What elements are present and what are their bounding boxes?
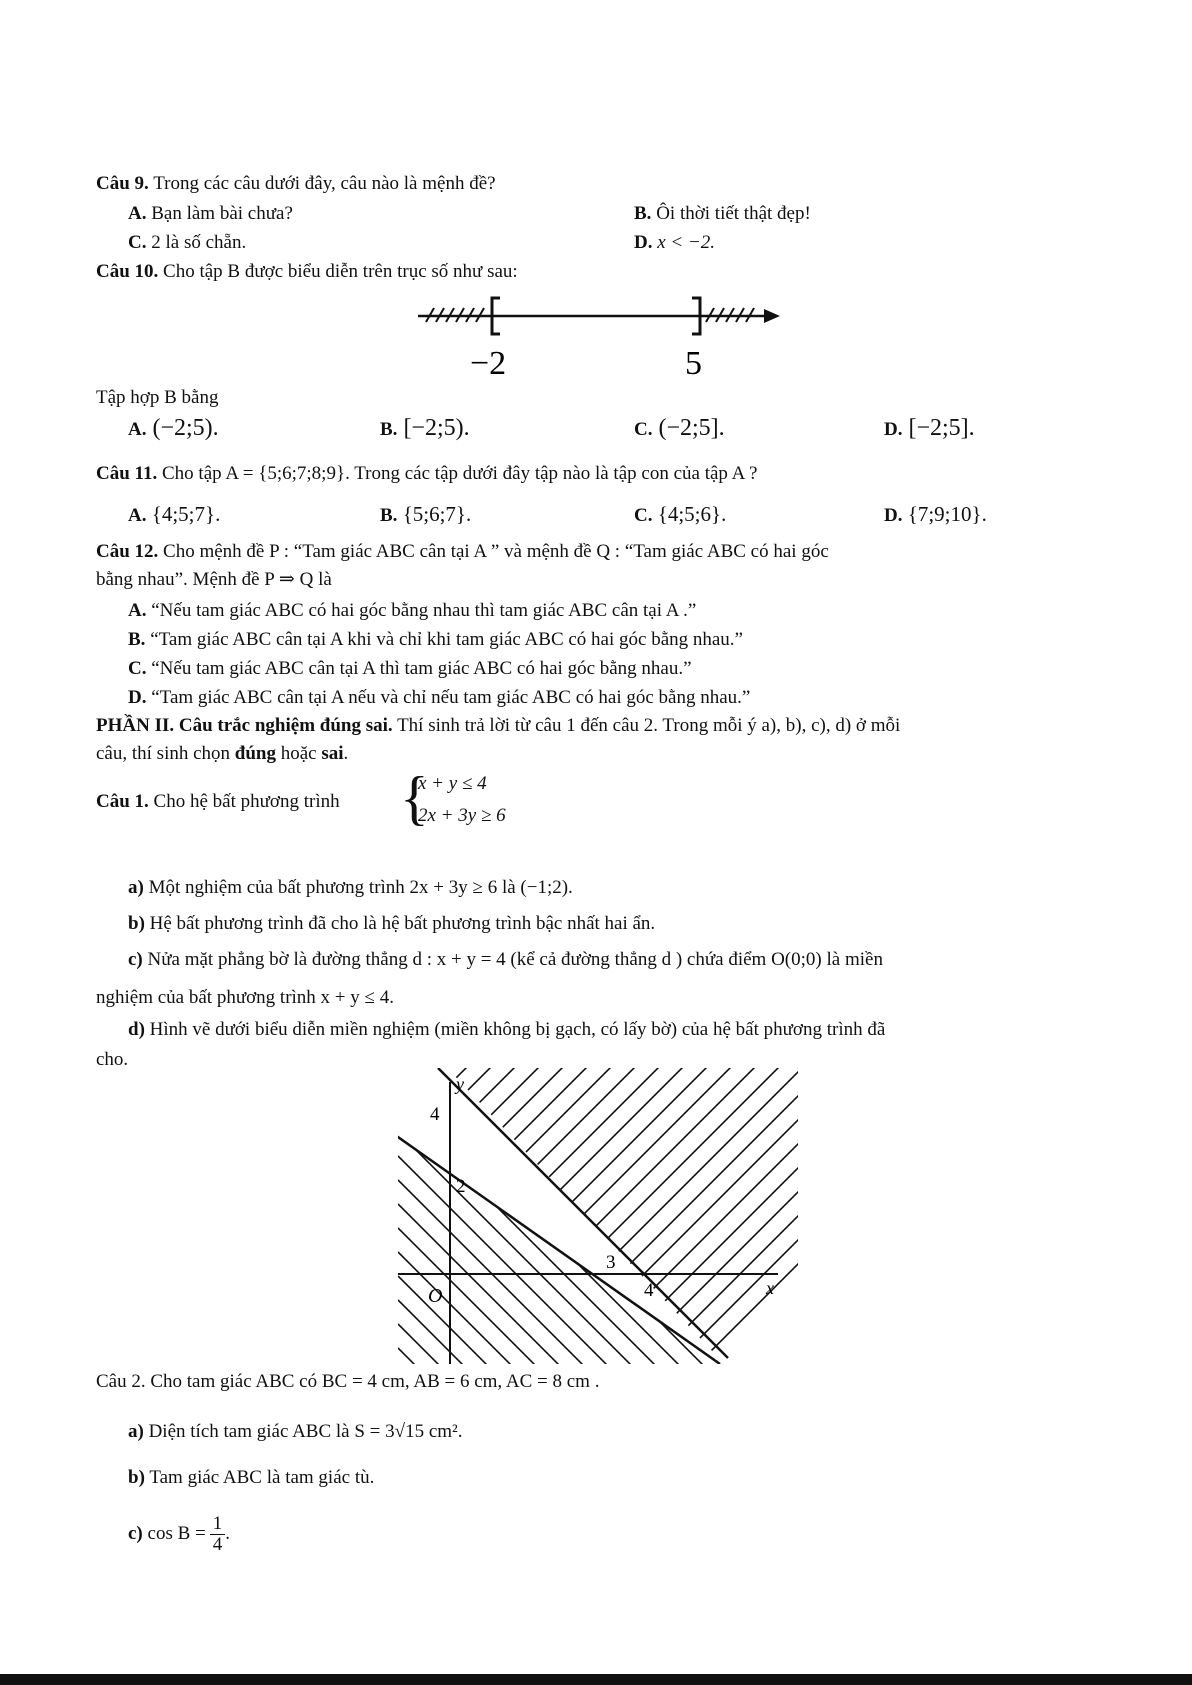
p2q1-d-key: d) bbox=[128, 1019, 145, 1040]
q11-stem: Cho tập A = {5;6;7;8;9}. Trong các tập dưới đây tập nào là tập con của tập A ? bbox=[162, 463, 758, 484]
graph-y2-label: 2 bbox=[456, 1176, 466, 1197]
graph-x4-label: 4 bbox=[644, 1280, 654, 1301]
q10-option-c[interactable] bbox=[634, 414, 725, 444]
q9-option-b[interactable] bbox=[634, 200, 811, 228]
q10-stem: Cho tập B được biểu diễn trên trục số như sau: bbox=[163, 261, 518, 282]
graph-origin-label: O bbox=[428, 1285, 443, 1307]
p2q2-label: Câu 2. bbox=[96, 1371, 146, 1392]
q11-option-b-text: {5;6;7}. bbox=[402, 502, 472, 526]
p2q2-item-a[interactable] bbox=[128, 1420, 463, 1444]
q11-stem-line bbox=[96, 462, 757, 486]
q9-stem-line bbox=[96, 172, 496, 196]
graph-y4-label: 4 bbox=[430, 1104, 440, 1125]
p2q1-b-key: b) bbox=[128, 913, 145, 934]
q10-option-d[interactable] bbox=[884, 414, 975, 444]
q10-stem-line bbox=[96, 260, 518, 284]
q11-option-a[interactable] bbox=[128, 500, 220, 530]
q9-option-a-key: A. bbox=[128, 203, 147, 224]
q12-option-a-key: A. bbox=[128, 600, 147, 621]
graph-x-label: x bbox=[766, 1278, 774, 1298]
q12-option-d-key: D. bbox=[128, 687, 147, 708]
q11-option-a-key: A. bbox=[128, 505, 147, 526]
p2q1-item-a[interactable] bbox=[128, 876, 573, 900]
axis-label-5: 5 bbox=[685, 345, 702, 382]
q9-option-a[interactable] bbox=[128, 200, 293, 228]
q12-label: Câu 12. bbox=[96, 541, 159, 562]
part2-instr-true: đúng bbox=[234, 743, 276, 764]
q10-option-b-key: B. bbox=[380, 419, 398, 440]
q9-option-b-text: Ôi thời tiết thật đẹp! bbox=[656, 203, 811, 224]
p2q1-stem-line bbox=[96, 790, 340, 814]
q11-option-a-text: {4;5;7}. bbox=[151, 502, 221, 526]
system-eq2: 2x + 3y ≥ 6 bbox=[418, 805, 506, 826]
p2q2-c-key: c) bbox=[128, 1523, 143, 1544]
q10-option-a[interactable] bbox=[128, 414, 219, 444]
fraction-denominator: 4 bbox=[212, 1534, 223, 1556]
p2q1-stem: Cho hệ bất phương trình bbox=[153, 791, 340, 812]
q12-option-b[interactable] bbox=[128, 626, 743, 654]
part2-instr-false: sai bbox=[321, 743, 344, 764]
part2-instructions-line1 bbox=[96, 714, 900, 738]
part2-heading: PHẦN II. Câu trắc nghiệm đúng sai. bbox=[96, 715, 393, 736]
q12-option-c[interactable] bbox=[128, 655, 692, 683]
q9-option-d-text: x < −2. bbox=[657, 232, 716, 253]
p2q2-item-b[interactable] bbox=[128, 1466, 374, 1490]
p2q2-stem: Cho tam giác ABC có BC = 4 cm, AB = 6 cm, AC = 8 cm . bbox=[150, 1371, 600, 1392]
q12-stem-1: Cho mệnh đề P : “Tam giác ABC cân tại A ” và mệnh đề Q : “Tam giác ABC có hai góc bbox=[163, 541, 829, 562]
p2q1-a-key: a) bbox=[128, 877, 144, 898]
q12-stem-line2: bằng nhau”. Mệnh đề P ⇒ Q là bbox=[96, 569, 332, 590]
graph-x3-label: 3 bbox=[606, 1252, 616, 1273]
solution-region-graph bbox=[398, 1068, 798, 1364]
q12-option-b-key: B. bbox=[128, 629, 146, 650]
q9-option-c-key: C. bbox=[128, 232, 147, 253]
p2q1-d-text: Hình vẽ dưới biểu diễn miền nghiệm (miền không bị gạch, có lấy bờ) của hệ bất phương trình đã bbox=[149, 1019, 886, 1040]
p2q1-item-c-cont: nghiệm của bất phương trình x + y ≤ 4. bbox=[96, 987, 394, 1008]
q9-option-c[interactable] bbox=[128, 229, 246, 257]
part2-instr-1: Thí sinh trả lời từ câu 1 đến câu 2. Trong mỗi ý a), b), c), d) ở mỗi bbox=[397, 715, 901, 736]
q12-stem-line1 bbox=[96, 540, 829, 564]
q9-option-c-text: 2 là số chẵn. bbox=[151, 232, 247, 253]
p2q2-stem-line bbox=[96, 1370, 599, 1394]
bottom-border bbox=[0, 1674, 1192, 1685]
p2q2-c-end: . bbox=[225, 1523, 230, 1544]
cosine-fraction bbox=[210, 1514, 226, 1555]
part2-instr-2a: câu, thí sinh chọn bbox=[96, 743, 235, 764]
p2q1-item-c[interactable] bbox=[128, 948, 883, 972]
q10-option-c-key: C. bbox=[634, 419, 653, 440]
graph-y-label: y bbox=[456, 1074, 464, 1094]
q12-option-d[interactable] bbox=[128, 684, 750, 712]
system-eq1: x + y ≤ 4 bbox=[418, 773, 487, 794]
q11-label: Câu 11. bbox=[96, 463, 158, 484]
p2q1-item-d[interactable] bbox=[128, 1018, 885, 1042]
q9-option-b-key: B. bbox=[634, 203, 652, 224]
number-line bbox=[400, 292, 800, 384]
fraction-numerator: 1 bbox=[210, 1514, 226, 1535]
system-brace: { bbox=[400, 765, 429, 831]
q12-option-a[interactable] bbox=[128, 597, 696, 625]
p2q2-item-c[interactable] bbox=[128, 1512, 230, 1556]
q10-label: Câu 10. bbox=[96, 261, 159, 282]
q12-option-d-text: “Tam giác ABC cân tại A nếu và chỉ nếu tam giác ABC có hai góc bằng nhau.” bbox=[151, 687, 751, 708]
q9-option-d-key: D. bbox=[634, 232, 653, 253]
q12-option-c-key: C. bbox=[128, 658, 147, 679]
q9-label: Câu 9. bbox=[96, 173, 149, 194]
q10-followup: Tập hợp B bằng bbox=[96, 387, 219, 408]
q12-option-a-text: “Nếu tam giác ABC có hai góc bằng nhau thì tam giác ABC cân tại A .” bbox=[151, 600, 697, 621]
q10-option-d-key: D. bbox=[884, 419, 903, 440]
p2q1-c-key: c) bbox=[128, 949, 143, 970]
q9-stem: Trong các câu dưới đây, câu nào là mệnh đề? bbox=[153, 173, 496, 194]
q12-option-c-text: “Nếu tam giác ABC cân tại A thì tam giác ABC có hai góc bằng nhau.” bbox=[151, 658, 692, 679]
q11-option-d-text: {7;9;10}. bbox=[907, 502, 987, 526]
q10-option-d-text: [−2;5]. bbox=[908, 415, 975, 441]
q11-option-b[interactable] bbox=[380, 500, 471, 530]
q10-option-a-text: (−2;5). bbox=[152, 415, 219, 441]
q11-option-b-key: B. bbox=[380, 505, 398, 526]
p2q1-label: Câu 1. bbox=[96, 791, 149, 812]
p2q1-item-d-cont: cho. bbox=[96, 1049, 129, 1070]
q12-option-b-text: “Tam giác ABC cân tại A khi và chỉ khi tam giác ABC có hai góc bằng nhau.” bbox=[150, 629, 743, 650]
p2q2-a-text: Diện tích tam giác ABC là S = 3√15 cm². bbox=[148, 1421, 463, 1442]
q9-option-d[interactable] bbox=[634, 229, 715, 257]
p2q1-c-text: Nửa mặt phẳng bờ là đường thẳng d : x + y = 4 (kể cả đường thẳng d ) chứa điểm O(0;0) là miền bbox=[147, 949, 883, 970]
part2-instr-2c: hoặc bbox=[275, 743, 322, 764]
q11-option-c-key: C. bbox=[634, 505, 653, 526]
q9-option-a-text: Bạn làm bài chưa? bbox=[151, 203, 293, 224]
q10-option-b[interactable] bbox=[380, 414, 470, 444]
p2q1-a-text: Một nghiệm của bất phương trình 2x + 3y ≥ 6 là (−1;2). bbox=[148, 877, 573, 898]
q10-option-c-text: (−2;5]. bbox=[658, 415, 725, 441]
p2q1-b-text: Hệ bất phương trình đã cho là hệ bất phương trình bậc nhất hai ẩn. bbox=[149, 913, 656, 934]
part2-instr-2e: . bbox=[343, 743, 349, 764]
p2q2-b-text: Tam giác ABC là tam giác tù. bbox=[149, 1467, 375, 1488]
q11-option-d[interactable] bbox=[884, 500, 987, 530]
axis-label-minus2: −2 bbox=[470, 345, 507, 382]
p2q2-a-key: a) bbox=[128, 1421, 144, 1442]
q10-option-b-text: [−2;5). bbox=[403, 415, 470, 441]
q10-option-a-key: A. bbox=[128, 419, 147, 440]
p2q2-c-text: cos B = bbox=[147, 1523, 206, 1544]
q11-option-c[interactable] bbox=[634, 500, 726, 530]
p2q1-item-b[interactable] bbox=[128, 912, 655, 936]
q11-option-c-text: {4;5;6}. bbox=[657, 502, 727, 526]
p2q2-b-key: b) bbox=[128, 1467, 145, 1488]
part2-instructions-line2 bbox=[96, 742, 348, 766]
q11-option-d-key: D. bbox=[884, 505, 903, 526]
